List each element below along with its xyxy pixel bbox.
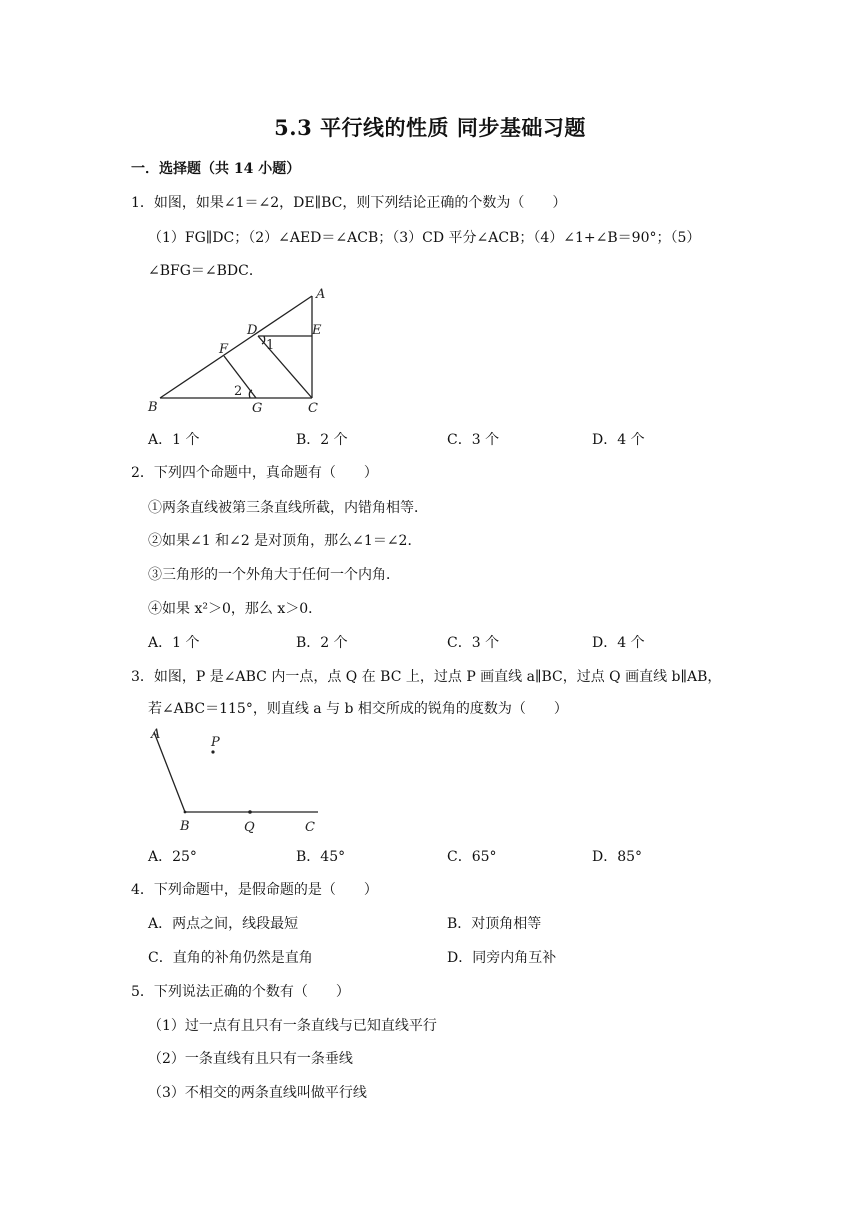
line-ba [160, 296, 312, 398]
question-2-statement-3: ③三角形的一个外角大于任何一个内角． [148, 567, 400, 583]
label-angle-2: 2 [234, 384, 243, 399]
question-1-option-a[interactable]: A．1 个 [148, 432, 200, 448]
question-3-option-d[interactable]: D．85° [592, 849, 643, 865]
ray-ba [154, 732, 185, 812]
label-a: A [151, 727, 161, 742]
question-3-option-c[interactable]: C．65° [447, 849, 497, 865]
question-4-option-d[interactable]: D．同旁内角互补 [447, 950, 557, 966]
question-4-stem: 4．下列命题中，是假命题的是（ ） [131, 882, 378, 898]
question-5-statement-3: （3）不相交的两条直线叫做平行线 [148, 1085, 367, 1101]
question-3-figure [140, 722, 340, 842]
question-5-stem: 5．下列说法正确的个数有（ ） [131, 984, 350, 1000]
section-heading: 一．选择题（共 14 小题） [131, 161, 301, 177]
question-3-option-a[interactable]: A．25° [148, 849, 197, 865]
label-p: P [211, 735, 220, 750]
question-2-option-d[interactable]: D．4 个 [592, 635, 645, 651]
question-4-option-b[interactable]: B．对顶角相等 [447, 916, 542, 932]
label-f: F [219, 342, 229, 357]
question-2-option-b[interactable]: B．2 个 [296, 635, 348, 651]
label-c: C [308, 401, 318, 416]
angle-1-arc [262, 336, 265, 344]
question-1-option-d[interactable]: D．4 个 [592, 432, 645, 448]
question-2-statement-4: ④如果 x²＞0，那么 x＞0． [148, 601, 323, 617]
label-b: B [180, 819, 190, 834]
question-5-statement-2: （2）一条直线有且只有一条垂线 [148, 1051, 353, 1067]
question-2-statement-2: ②如果∠1 和∠2 是对顶角，那么∠1＝∠2． [148, 533, 422, 549]
question-2-statement-1: ①两条直线被第三条直线所截，内错角相等． [148, 500, 428, 516]
question-1-figure [140, 284, 340, 416]
label-angle-1: 1 [266, 338, 275, 353]
question-2-option-c[interactable]: C．3 个 [447, 635, 500, 651]
question-3-stem: 3．如图，P 是∠ABC 内一点，点 Q 在 BC 上，过点 P 画直线 a∥BC，过点 Q 画直线 b∥AB， [131, 669, 722, 685]
point-q [248, 810, 252, 814]
point-p [211, 750, 214, 753]
label-a: A [316, 287, 326, 302]
label-b: B [148, 400, 158, 415]
point-b [184, 811, 187, 814]
question-1-option-c[interactable]: C．3 个 [447, 432, 500, 448]
question-3-option-b[interactable]: B．45° [296, 849, 346, 865]
label-q: Q [244, 820, 255, 835]
question-4-option-c[interactable]: C．直角的补角仍然是直角 [148, 950, 313, 966]
label-d: D [247, 323, 258, 338]
question-2-option-a[interactable]: A．1 个 [148, 635, 200, 651]
question-4-option-a[interactable]: A．两点之间，线段最短 [148, 916, 299, 932]
question-1-stem: 1．如图，如果∠1＝∠2，DE∥BC，则下列结论正确的个数为（ ） [131, 195, 567, 211]
label-g: G [252, 401, 263, 416]
label-e: E [312, 323, 322, 338]
question-1-option-b[interactable]: B．2 个 [296, 432, 348, 448]
question-3-line-1: 若∠ABC＝115°，则直线 a 与 b 相交所成的锐角的度数为（ ） [148, 701, 568, 717]
question-2-stem: 2．下列四个命题中，真命题有（ ） [131, 465, 378, 481]
label-c: C [305, 820, 315, 835]
question-1-line-1: （1）FG∥DC；（2）∠AED＝∠ACB；（3）CD 平分∠ACB；（4）∠1+∠B＝90°；（5） [148, 230, 701, 246]
page-title: 5.3 平行线的性质 同步基础习题 [274, 115, 586, 140]
question-1-line-2: ∠BFG＝∠BDC． [148, 263, 263, 279]
question-5-statement-1: （1）过一点有且只有一条直线与已知直线平行 [148, 1018, 437, 1034]
